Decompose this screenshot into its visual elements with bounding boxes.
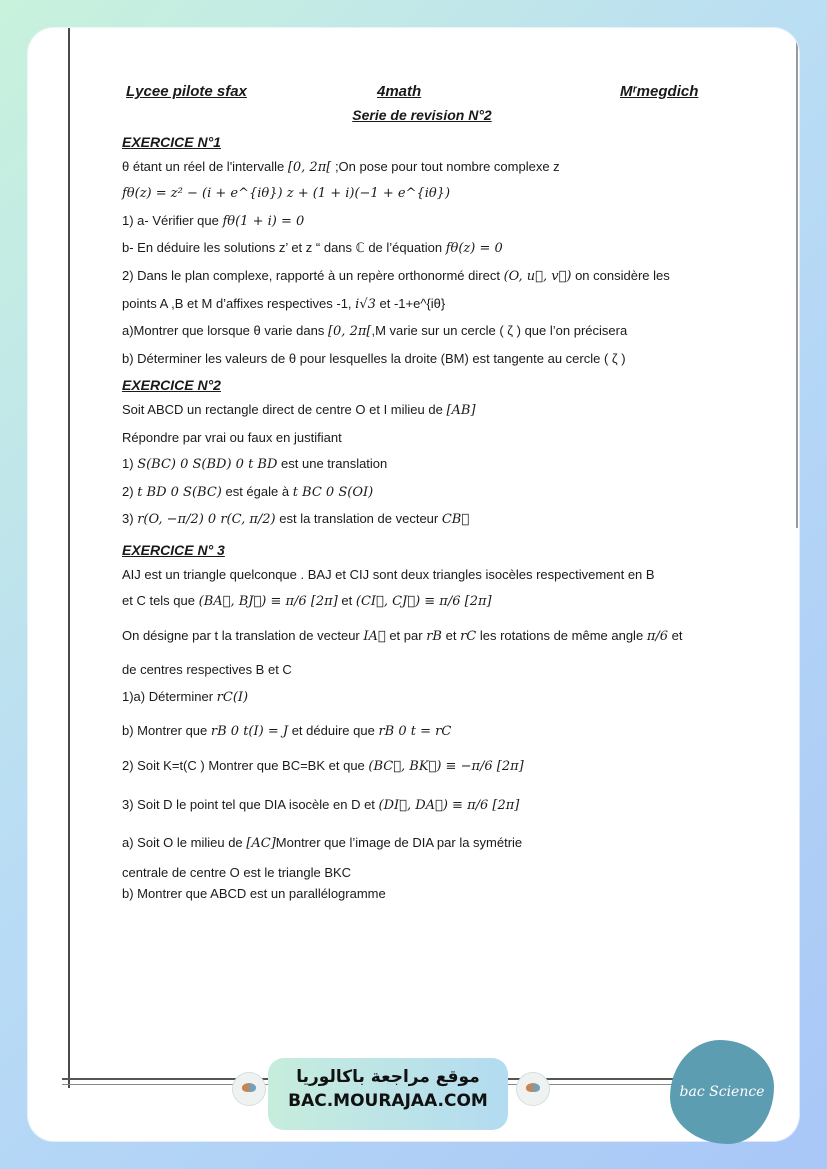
ex3-question-3a-cont: centrale de centre O est le triangle BKC bbox=[122, 864, 352, 880]
ex3-line-4: de centres respectives B et C bbox=[122, 662, 292, 678]
ex1-question-2: 2) Dans le plan complexe, rapporté à un repère orthonormé direct (O, u⃗, v⃗) on considère les bbox=[122, 267, 670, 284]
exercise-3-title: EXERCICE N° 3 bbox=[122, 541, 225, 558]
ex1-question-2b: b) Déterminer les valeurs de θ pour lesquelles la droite (BM) est tangente au cercle ( ζ ) bbox=[122, 350, 626, 366]
ex3-question-2: 2) Soit K=t(C ) Montrer que BC=BK et que (BC⃗, BK⃗) ≡ −π/6 [2π] bbox=[122, 757, 524, 774]
scan-border-right bbox=[796, 28, 798, 528]
exercise-1-title: EXERCICE N°1 bbox=[122, 133, 221, 150]
ex2-instructions: Répondre par vrai ou faux en justifiant bbox=[122, 429, 342, 445]
ex1-question-2a: a)Montrer que lorsque θ varie dans [0, 2π[,M varie sur un cercle ( ζ ) que l’on précisera bbox=[122, 323, 628, 340]
teacher-name: Mʳmegdich bbox=[620, 83, 699, 100]
bac-science-logo: bac Science bbox=[670, 1040, 774, 1144]
ex3-line-3: On désigne par t la translation de vecteur IA⃗ et par rB et rC les rotations de même angle π/6 et bbox=[122, 627, 683, 644]
ex3-question-3a: a) Soit O le milieu de [AC]Montrer que l’image de DIA par la symétrie bbox=[122, 835, 523, 852]
ex2-question-2: 2) t BD 0 S(BC) est égale à t BC 0 S(OI) bbox=[122, 483, 374, 500]
ex3-question-1a: 1)a) Déterminer rC(I) bbox=[122, 688, 249, 705]
footer-site-badge[interactable] bbox=[268, 1058, 508, 1130]
ex3-line-1: AIJ est un triangle quelconque . BAJ et CIJ sont deux triangles isocèles respectivement en B bbox=[122, 566, 655, 582]
footer-arabic-title: موقع مراجعة باكالوريا bbox=[296, 1067, 480, 1087]
ex2-question-3: 3) r(O, −π/2) 0 r(C, π/2) est la translation de vecteur CB⃗ bbox=[122, 511, 470, 528]
document-content bbox=[122, 78, 722, 912]
ex1-question-1b: b- En déduire les solutions z’ et z “ dans ℂ de l’équation fθ(z) = 0 bbox=[122, 240, 503, 257]
ex1-question-1a: 1) a- Vérifier que fθ(1 + i) = 0 bbox=[122, 212, 305, 229]
ex2-line-1: Soit ABCD un rectangle direct de centre O et I milieu de [AB] bbox=[122, 402, 476, 419]
school-name: Lycee pilote sfax bbox=[126, 83, 247, 100]
ex1-function-definition: fθ(z) = z² − (i + e^{iθ}) z + (1 + i)(−1 + e^{iθ}) bbox=[122, 186, 451, 202]
exercise-2-title: EXERCICE N°2 bbox=[122, 377, 221, 394]
ex2-question-1: 1) S(BC) 0 S(BD) 0 t BD est une translation bbox=[122, 456, 388, 473]
ex3-question-3b: b) Montrer que ABCD est un parallélogramme bbox=[122, 886, 386, 902]
header bbox=[122, 78, 722, 104]
class-name: 4math bbox=[377, 83, 422, 100]
series-title: Serie de revision N°2 bbox=[352, 107, 492, 123]
ex3-line-2: et C tels que (BA⃗, BJ⃗) ≡ π/6 [2π] et (CI⃗, CJ⃗) ≡ π/6 [2π] bbox=[122, 593, 492, 610]
ex3-question-1b: b) Montrer que rB 0 t(I) = J et déduire que rB 0 t = rC bbox=[122, 723, 452, 740]
ex3-question-3: 3) Soit D le point tel que DIA isocèle en D et (DI⃗, DA⃗) ≡ π/6 [2π] bbox=[122, 796, 520, 813]
footer-url[interactable]: BAC.MOURAJAA.COM bbox=[288, 1091, 488, 1111]
document-page bbox=[28, 28, 799, 1141]
ex1-line-1: θ étant un réel de l'intervalle [0, 2π[ ;On pose pour tout nombre complexe z bbox=[122, 158, 560, 175]
site-logo-right-icon bbox=[516, 1072, 550, 1106]
scan-border-left bbox=[68, 28, 70, 1088]
ex1-question-2-points: points A ,B et M d’affixes respectives -1, i√3 et -1+e^{iθ} bbox=[122, 295, 446, 312]
site-logo-left-icon bbox=[232, 1072, 266, 1106]
